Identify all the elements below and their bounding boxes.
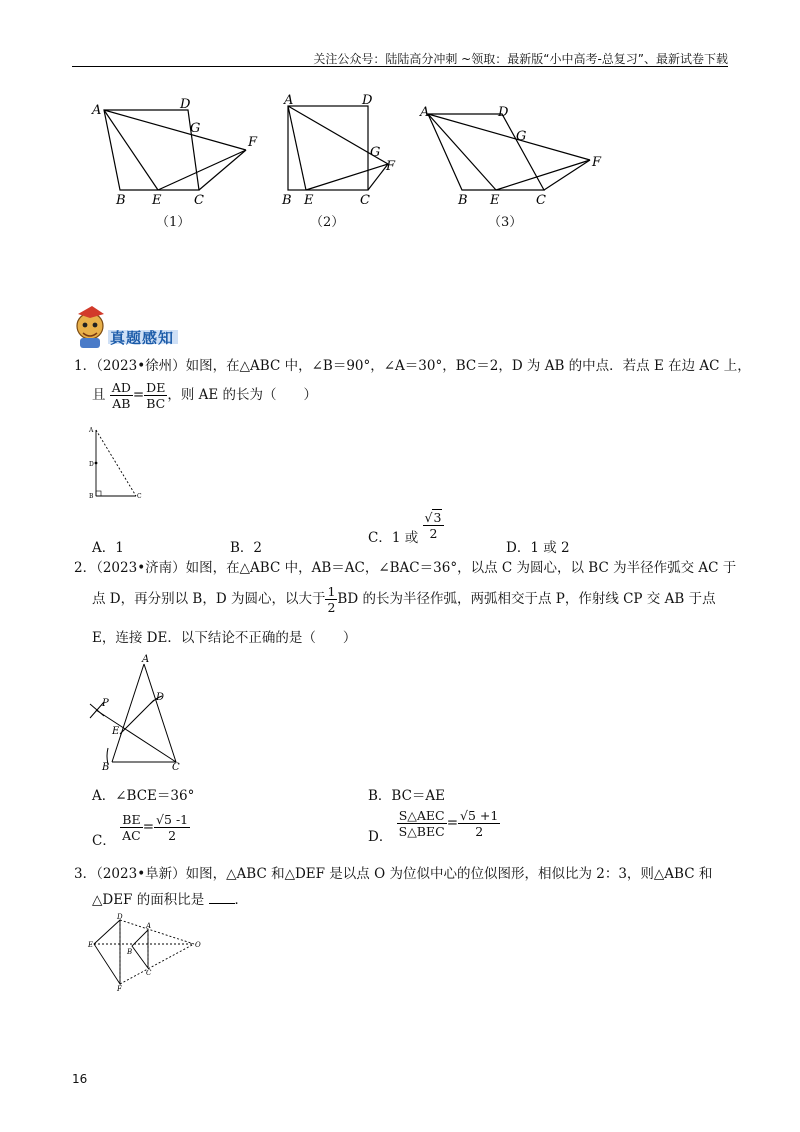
fig1-label-D: D xyxy=(180,97,191,112)
q2-fig-label-B: B xyxy=(102,762,110,773)
q1-frac2-den: BC xyxy=(146,396,166,411)
header-rule xyxy=(72,66,728,67)
q3-fig-label-O: O xyxy=(195,941,201,949)
q2-half-den: 2 xyxy=(327,600,336,615)
fig2-label-G: G xyxy=(370,145,381,160)
q2-option-c[interactable]: C． $\frac{BE}{AC}$ = $\frac{√5 -1}{2}$ xyxy=(92,812,189,849)
fig3-label-B: B xyxy=(458,193,468,208)
q3-line2 xyxy=(92,894,248,908)
q1-frac1-num: AD xyxy=(111,380,131,395)
q2-fig-label-E: E xyxy=(112,726,120,737)
q2-option-a[interactable]: A．∠BCE＝36° xyxy=(92,788,195,804)
q3-fig-label-F: F xyxy=(117,985,122,992)
cartoon-mascot-icon xyxy=(70,304,110,350)
q1-frac2-num: DE xyxy=(146,380,166,395)
fig1-label-G: G xyxy=(190,121,201,136)
q1-line2-rest: ，则 AE 的长为（ ） xyxy=(167,387,318,403)
q2-optc-label: C． xyxy=(92,833,116,849)
fig2-label-A: A xyxy=(284,93,294,108)
q1-optc-den: 2 xyxy=(429,526,438,541)
fig2-square xyxy=(288,106,368,190)
q2-optc-lhs xyxy=(120,812,143,843)
q2-optc-num: BE xyxy=(120,812,143,828)
page-header: 关注公众号：陆陆高分冲刺 ~领取：最新版“小中高考-总复习”、最新试卷下载 xyxy=(313,52,728,66)
q3-fig-label-D: D xyxy=(117,913,123,921)
q1-qie: 且 xyxy=(92,387,106,403)
q2-optd-lhs xyxy=(397,808,447,839)
q1-fig-label-D: D xyxy=(89,461,94,468)
q2-line2-pre: 点 D，再分别以 B，D 为圆心，以大于 xyxy=(92,591,326,607)
q2-optc-den: AC xyxy=(122,828,141,843)
fig3-label-D: D xyxy=(498,105,509,120)
fig2-label-D: D xyxy=(362,93,373,108)
q1-fig-label-C: C xyxy=(137,493,142,500)
q3-fig-label-C: C xyxy=(146,969,152,977)
q2-fig-label-A: A xyxy=(142,654,150,665)
fig3-label-G: G xyxy=(516,129,527,144)
fig2-label-C: C xyxy=(360,193,370,208)
fig2-label-B: B xyxy=(282,193,292,208)
q2-optd-rden: 2 xyxy=(475,824,484,839)
q1-frac1-den: AB xyxy=(112,396,131,411)
fig3-label-F: F xyxy=(592,155,602,170)
fig1-label-B: B xyxy=(116,193,126,208)
fig3-caption: （3） xyxy=(488,215,523,230)
q3-line2-post: ． xyxy=(234,892,249,908)
q1-option-a[interactable]: A．1 xyxy=(92,540,124,556)
fig2-label-E: E xyxy=(304,193,314,208)
q2-fig-label-C: C xyxy=(172,762,180,773)
section-title: 真题感知 xyxy=(110,329,175,347)
q2-figure xyxy=(84,652,194,774)
q1-option-d[interactable]: D．1 或 2 xyxy=(506,540,570,556)
q2-optc-rden: 2 xyxy=(168,828,177,843)
top-figures xyxy=(80,92,620,230)
fig1-label-F: F xyxy=(248,135,258,150)
page-number: 16 xyxy=(72,1072,88,1086)
fig1-caption: （1） xyxy=(156,215,191,230)
q1-optc-num: √3 xyxy=(423,510,445,526)
q3-line2-pre: △DEF 的面积比是 xyxy=(92,892,205,908)
fig1-label-E: E xyxy=(152,193,162,208)
q1-line2 xyxy=(92,380,317,411)
q1-figure xyxy=(86,424,148,500)
q2-line1: 2．（2023•济南）如图，在△ABC 中，AB＝AC，∠BAC＝36°，以点 C 为圆心，以 BC 为半径作弧交 AC 于 xyxy=(74,560,737,576)
q2-optd-den: S△BEC xyxy=(398,824,445,839)
fig3-label-A: A xyxy=(420,105,430,120)
q1-frac1 xyxy=(110,380,133,411)
q1-eq: = xyxy=(132,387,145,403)
q2-optc-rhs xyxy=(154,812,190,843)
q3-fig-label-B: B xyxy=(127,948,133,956)
fig2-label-F: F xyxy=(386,159,396,174)
q2-optd-label: D． xyxy=(368,829,393,845)
q2-line2 xyxy=(92,584,716,615)
q1-option-b[interactable]: B．2 xyxy=(230,540,263,556)
q1-option-c[interactable] xyxy=(368,510,444,546)
q2-optd-rhs xyxy=(458,808,500,839)
q1-optc-prefix: C．1 或 xyxy=(368,529,419,546)
q2-option-b[interactable]: B．BC＝AE xyxy=(368,788,446,804)
q2-half-num: 1 xyxy=(327,584,336,599)
fig2-caption: （2） xyxy=(310,215,345,230)
q1-optc-root: 3 xyxy=(433,510,442,525)
fig1-label-A: A xyxy=(92,103,102,118)
q3-line1: 3．（2023•阜新）如图，△ABC 和△DEF 是以点 O 为位似中心的位似图形，相似比为 2：3，则△ABC 和 xyxy=(74,866,713,882)
q2-fig-label-P: P xyxy=(102,698,109,709)
q1-line1: 1．（2023•徐州）如图，在△ABC 中，∠B＝90°，∠A＝30°，BC＝2，D 为 AB 的中点．若点 E 在边 AC 上， xyxy=(74,358,751,374)
q3-fig-label-E: E xyxy=(88,941,94,949)
fig1-label-C: C xyxy=(194,193,204,208)
q2-optd-num: S△AEC xyxy=(397,808,447,824)
q2-optd-rnum: √5 +1 xyxy=(460,808,499,823)
q3-fig-label-A: A xyxy=(146,922,152,930)
q2-fig-label-D: D xyxy=(156,692,165,703)
q2-optc-rnum: √5 -1 xyxy=(156,812,189,827)
q3-figure xyxy=(86,912,206,992)
q2-line3: E，连接 DE．以下结论不正确的是（ ） xyxy=(92,630,357,646)
q3-answer-blank[interactable] xyxy=(209,903,235,904)
q2-half-frac xyxy=(325,584,337,615)
q2-line2-post: BD 的长为半径作弧，两弧相交于点 P，作射线 CP 交 AB 于点 xyxy=(337,591,716,607)
q1-optc-frac xyxy=(423,510,445,541)
q1-frac2 xyxy=(144,380,167,411)
q1-fig-label-A: A xyxy=(89,427,94,434)
q2-option-d[interactable]: D． $\frac{\text{S△AEC}}{\text{S△BEC}}$ = $\frac{√5 +1}{2}$ xyxy=(368,808,499,845)
fig3-label-C: C xyxy=(536,193,546,208)
fig3-label-E: E xyxy=(490,193,500,208)
q1-fig-label-B: B xyxy=(89,493,94,500)
